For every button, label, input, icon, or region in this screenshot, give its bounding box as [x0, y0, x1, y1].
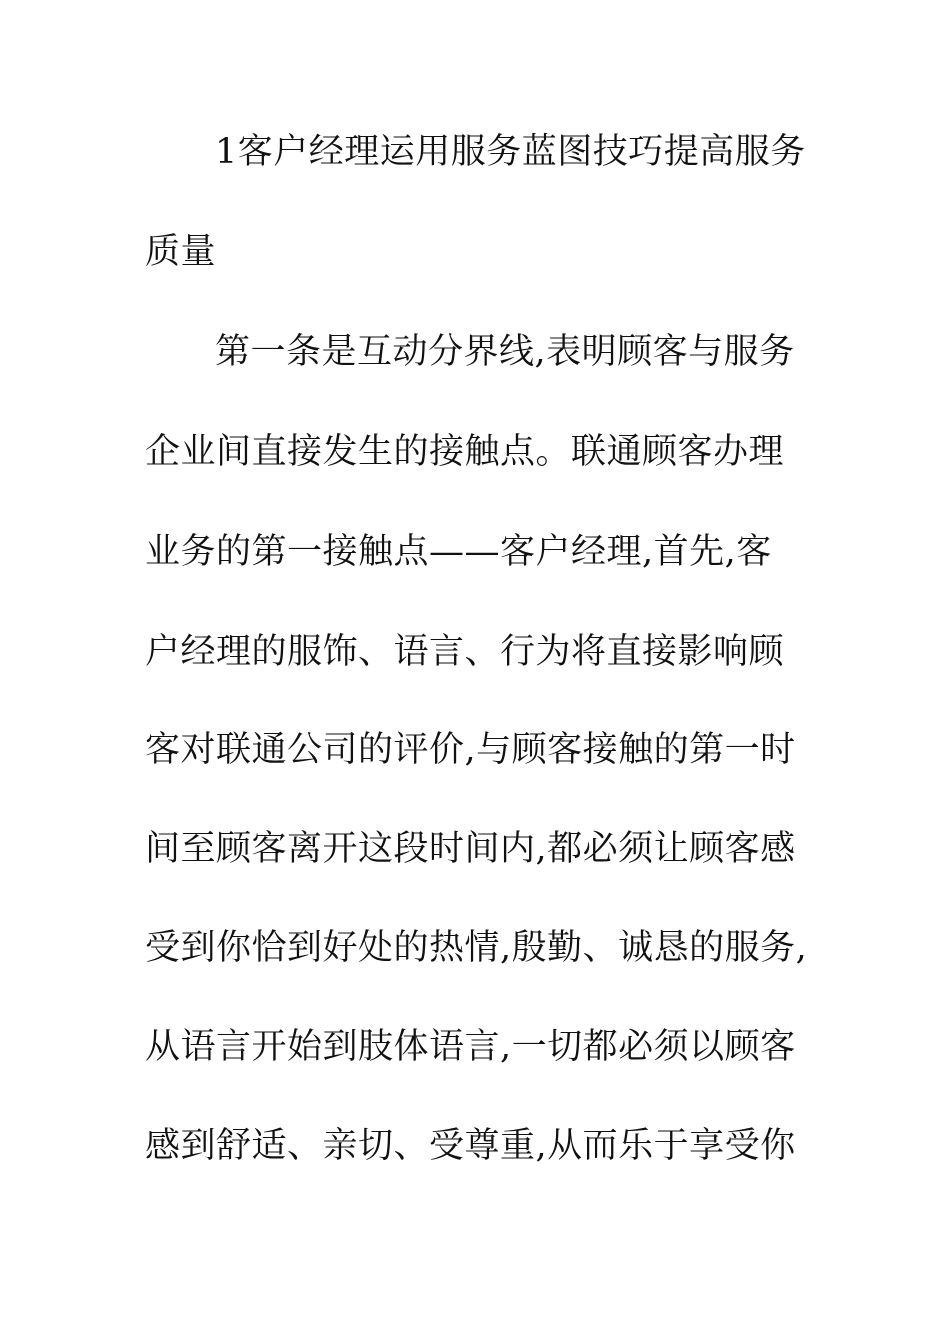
paragraph-line-6: 间至顾客离开这段时间内,都必须让顾客感	[145, 829, 796, 869]
paragraph-line-3: 业务的第一接触点——客户经理,首先,客	[145, 532, 772, 572]
paragraph-line-9: 感到舒适、亲切、受尊重,从而乐于享受你	[145, 1126, 796, 1166]
paragraph-line-2: 企业间直接发生的接触点。联通顾客办理	[145, 432, 785, 472]
heading-line-2: 质量	[145, 232, 217, 272]
paragraph-line-4: 户经理的服饰、语言、行为将直接影响顾	[145, 632, 785, 672]
paragraph-line-7: 受到你恰到好处的热情,殷勤、诚恳的服务,	[145, 928, 808, 968]
paragraph-line-5: 客对联通公司的评价,与顾客接触的第一时	[145, 730, 796, 770]
paragraph-line-1: 第一条是互动分界线,表明顾客与服务	[215, 332, 795, 372]
heading-line-1: 1客户经理运用服务蓝图技巧提高服务	[215, 132, 806, 172]
paragraph-line-8: 从语言开始到肢体语言,一切都必须以顾客	[145, 1027, 796, 1067]
